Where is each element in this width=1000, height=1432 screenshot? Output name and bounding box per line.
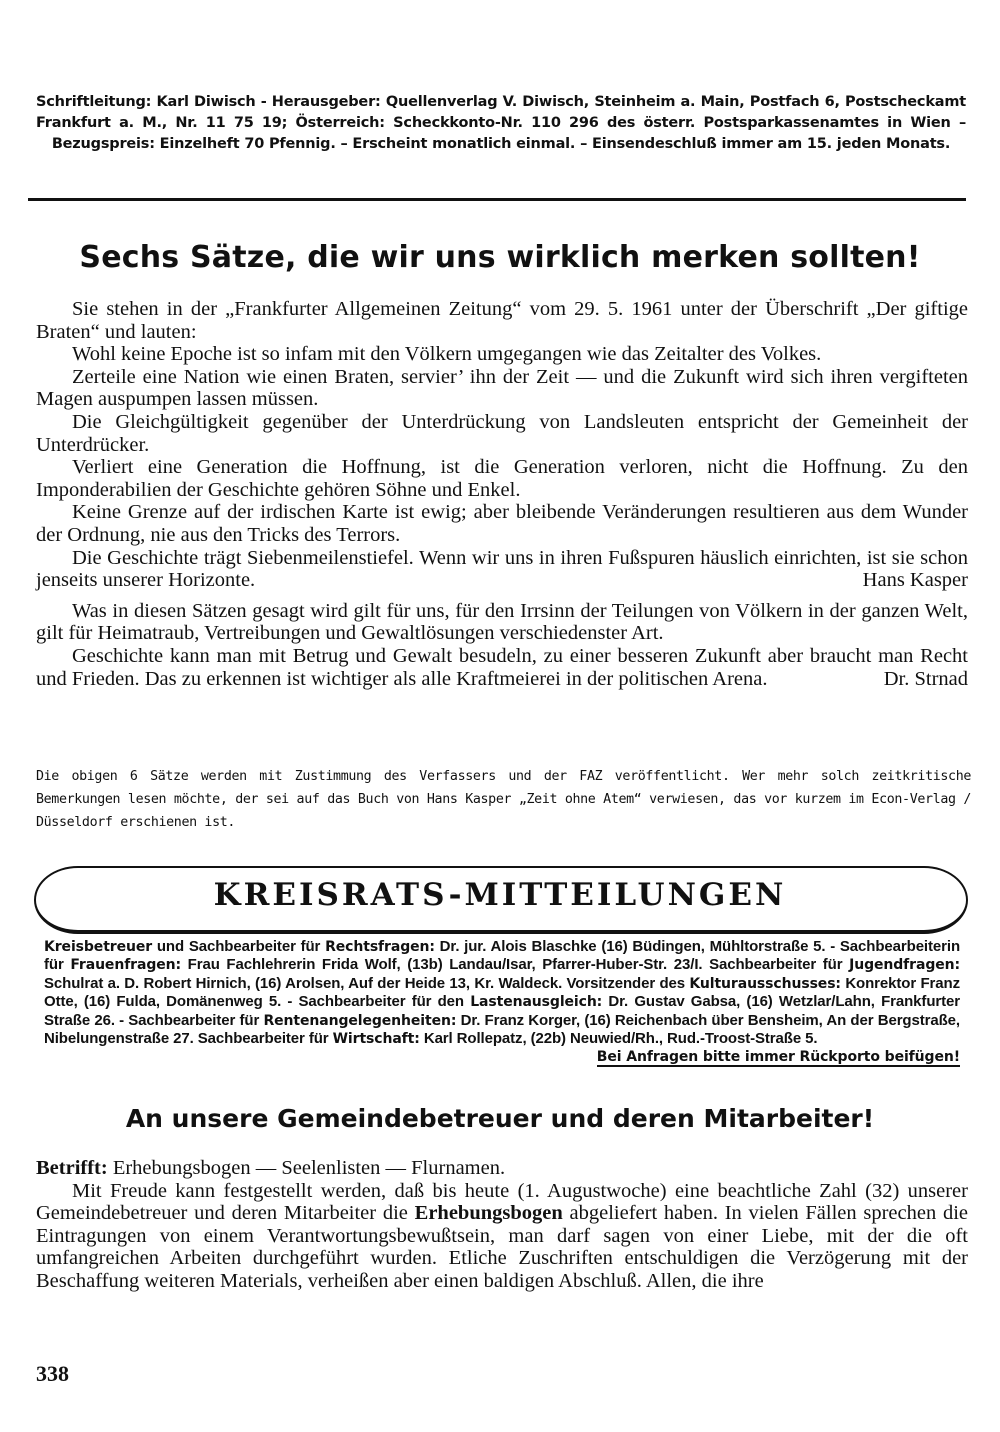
quote-6-with-author: [36, 547, 968, 592]
author-kasper: Hans Kasper: [862, 569, 968, 592]
article-intro: Sie stehen in der „Frankfurter Allgemeinen Zeitung“ vom 29. 5. 1961 unter der Überschrift „Der giftige Braten“ und lauten:: [36, 298, 968, 343]
masthead-imprint: Schriftleitung: Karl Diwisch - Herausgeber: Quellenverlag V. Diwisch, Steinheim a. Main, Postfach 6, Postscheckamt Frankfurt a. M., Nr. 11 75 19; Österreich: Scheckkonto-Nr. 110 296 des österr. Postsparkassenamtes in Wien – Bezugspreis: Einzelheft 70 Pfennig. – Erscheint monatlich einmal. – Einsendeschluß immer am 15. jeden Monats.: [36, 94, 966, 152]
section-banner-title: KREISRATS-MITTEILUNGEN: [213, 877, 787, 913]
quote-6: Die Geschichte trägt Siebenmeilenstiefel. Wenn wir uns in ihren Fußspuren häuslich einrichten, ist sie schon jenseits unserer Horizonte.: [36, 546, 968, 592]
kreisrat-contacts: [44, 938, 960, 1067]
comment-2-with-author: [36, 645, 968, 690]
kreisrat-contacts-text: Kreisbetreuer und Sachbearbeiter für Rechtsfragen: Dr. jur. Alois Blaschke (16) Büdingen, Mühltorstraße 5. - Sachbearbeiterin für Frauenfragen: Frau Fachlehrerin Frida Wolf, (13b) Landau/Isar, Pfarrer-Huber-Str. 23/I. Sachbearbeiter für Jugendfragen: Schulrat a. D. Robert Hirnich, (16) Arolsen, Auf der Heide 13, Kr. Waldeck. Vorsitzender des Kulturausschusses: Konrektor Franz Otte, (16) Fulda, Domänenweg 5. - Sachbearbeiter für den Lastenausgleich: Dr. Gustav Gabsa, (16) Wetzlar/Lahn, Frankfurter Straße 26. - Sachbearbeiter für Rentenangelegenheiten: Dr. Franz Korger, (16) Reichenbach über Bensheim, An der Bergstraße, Nibelungenstraße 27. Sachbearbeiter für Wirtschaft: Karl Rollepatz, (22b) Neuwied/Rh., Rud.-Troost-Straße 5.: [44, 938, 961, 1048]
quote-2: Zerteile eine Nation wie einen Braten, servier’ ihn der Zeit — und die Zukunft wird sich ihren vergifteten Magen auspumpen lassen müssen.: [36, 365, 968, 411]
article-body: [36, 298, 968, 690]
article2-paragraph: Mit Freude kann festgestellt werden, daß bis heute (1. Augustwoche) eine beachtliche Zahl (32) unserer Gemeindebetreuer und deren Mitarbeiter die Erhebungsbogen abgeliefert haben. In vielen Fällen sprechen die Eintragungen von einem Verantwortungsbewußtsein, man darf sagen von einer Liebe, mit der die oft umfangreichen Arbeiten durchgeführt wurden. Etliche Zuschriften entschuldigen die Verzögerung mit der Beschaffung weiteren Materials, verheißen aber einen baldigen Abschluß. Allen, die ihre: [36, 1179, 968, 1292]
comment-1: Was in diesen Sätzen gesagt wird gilt für uns, für den Irrsinn der Teilungen von Völkern in der ganzen Welt, gilt für Heimatraub, Vertreibungen und Gewaltlösungen verschiedenster Art.: [36, 599, 968, 645]
publication-note: Die obigen 6 Sätze werden mit Zustimmung des Verfassers und der FAZ veröffentlicht. Wer mehr solch zeitkritische Bemerkungen lesen möchte, der sei auf das Buch von Hans Kasper „Zeit ohne Atem“ verwiesen, das vor kurzem im Econ-Verlag / Düsseldorf erschienen ist.: [36, 769, 971, 830]
article-title: Sechs Sätze, die wir uns wirklich merken sollten!: [79, 240, 921, 275]
article2-body: [36, 1157, 968, 1293]
quote-4: Verliert eine Generation die Hoffnung, ist die Generation verloren, nicht die Hoffnung. Zu den Imponderabilien der Geschichte gehören Söhne und Enkel.: [36, 456, 968, 501]
quote-1: Wohl keine Epoche ist so infam mit den Völkern umgegangen wie das Zeitalter des Volkes.: [72, 343, 822, 366]
masthead-rule: [28, 198, 966, 201]
comment-2: Geschichte kann man mit Betrug und Gewalt besudeln, zu einer besseren Zukunft aber braucht man Recht und Frieden. Das zu erkennen ist wichtiger als alle Kraftmeierei in der politischen Arena.: [36, 644, 968, 690]
quote-5: Keine Grenze auf der irdischen Karte ist ewig; aber bleibende Veränderungen resultieren aus dem Wunder der Ordnung, nie aus den Tricks des Terrors.: [36, 501, 968, 546]
page-number: 338: [36, 1361, 69, 1386]
quote-3: Die Gleichgültigkeit gegenüber der Unterdrückung von Landsleuten entspricht der Gemeinheit der Unterdrücker.: [36, 410, 968, 456]
betrifft-line: Betrifft: Erhebungsbogen — Seelenlisten — Flurnamen.: [36, 1157, 506, 1179]
return-postage-note: Bei Anfragen bitte immer Rückporto beifügen!: [596, 1049, 960, 1066]
article2-title: An unsere Gemeindebetreuer und deren Mitarbeiter!: [125, 1104, 875, 1133]
author-strnad: Dr. Strnad: [883, 667, 968, 690]
